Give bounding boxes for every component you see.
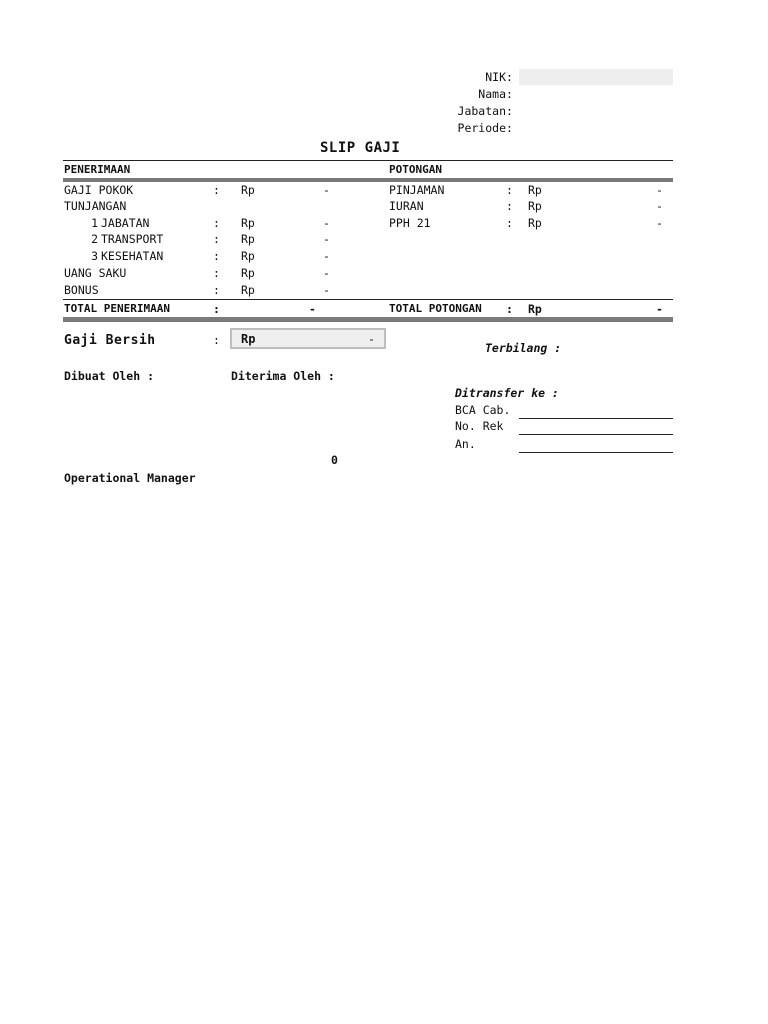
- currency: Rp: [528, 216, 542, 230]
- page-title: SLIP GAJI: [320, 140, 401, 156]
- an-field-line[interactable]: [519, 452, 673, 453]
- iuran-value: -: [656, 199, 663, 213]
- divider: [63, 160, 673, 161]
- diterima-oleh-label: Diterima Oleh :: [231, 369, 335, 383]
- colon: :: [506, 121, 513, 135]
- an-label: An.: [455, 437, 476, 451]
- jabatan-label: Jabatan: [457, 104, 506, 118]
- divider-thick: [63, 178, 673, 182]
- colon: :: [213, 232, 220, 246]
- zero-value: 0: [331, 453, 338, 467]
- colon: :: [213, 249, 220, 263]
- currency: Rp: [241, 332, 256, 346]
- periode-label: Periode: [457, 121, 506, 135]
- terbilang-label: Terbilang :: [485, 341, 562, 355]
- no-rek-field-line[interactable]: [519, 434, 673, 435]
- nik-field[interactable]: [519, 69, 673, 85]
- transport-allowance-label: TRANSPORT: [101, 232, 164, 246]
- currency: Rp: [528, 183, 542, 197]
- colon: :: [213, 283, 220, 297]
- bca-field-line[interactable]: [519, 418, 673, 419]
- gaji-pokok-label: GAJI POKOK: [64, 183, 134, 197]
- currency: Rp: [528, 199, 542, 213]
- gaji-pokok-value: -: [323, 183, 330, 197]
- total-potongan-value: -: [656, 302, 663, 316]
- gaji-bersih-box: [230, 328, 386, 349]
- currency: Rp: [241, 183, 255, 197]
- colon: :: [213, 333, 220, 347]
- kesehatan-allowance-value: -: [323, 249, 330, 263]
- currency: Rp: [241, 266, 255, 280]
- bca-label: BCA Cab.: [455, 403, 511, 417]
- pph21-label: PPH 21: [389, 216, 431, 230]
- colon: :: [506, 199, 513, 213]
- colon: :: [213, 216, 220, 230]
- pinjaman-value: -: [656, 183, 663, 197]
- total-penerimaan-label: TOTAL PENERIMAAN: [64, 302, 170, 315]
- pph21-value: -: [656, 216, 663, 230]
- colon: :: [506, 70, 513, 84]
- colon: :: [506, 87, 513, 101]
- colon: :: [506, 216, 513, 230]
- currency: Rp: [241, 216, 255, 230]
- nik-label: NIK: [485, 70, 506, 84]
- uang-saku-label: UANG SAKU: [64, 266, 127, 280]
- total-penerimaan-value: -: [309, 302, 316, 316]
- colon: :: [506, 104, 513, 118]
- tunjangan-label: TUNJANGAN: [64, 199, 127, 213]
- no-rek-label: No. Rek: [455, 419, 504, 433]
- total-potongan-label: TOTAL POTONGAN: [389, 302, 482, 315]
- colon: :: [506, 302, 513, 316]
- sub-item-no: 2: [91, 232, 98, 246]
- gaji-bersih-value: -: [368, 332, 375, 346]
- kesehatan-allowance-label: KESEHATAN: [101, 249, 164, 263]
- currency: Rp: [241, 249, 255, 263]
- transport-allowance-value: -: [323, 232, 330, 246]
- jabatan-allowance-label: JABATAN: [101, 216, 150, 230]
- colon: :: [213, 266, 220, 280]
- divider: [63, 299, 673, 300]
- currency: Rp: [528, 302, 542, 316]
- uang-saku-value: -: [323, 266, 330, 280]
- colon: :: [506, 183, 513, 197]
- iuran-label: IURAN: [389, 199, 424, 213]
- sub-item-no: 1: [91, 216, 98, 230]
- colon: :: [213, 302, 220, 316]
- bonus-value: -: [323, 283, 330, 297]
- potongan-heading: POTONGAN: [389, 163, 442, 176]
- dibuat-oleh-label: Dibuat Oleh :: [64, 369, 155, 383]
- pinjaman-label: PINJAMAN: [389, 183, 445, 197]
- ditransfer-heading: Ditransfer ke :: [455, 386, 559, 400]
- penerimaan-heading: PENERIMAAN: [64, 163, 131, 176]
- gaji-bersih-label: Gaji Bersih: [64, 333, 156, 348]
- colon: :: [213, 183, 220, 197]
- divider-thick: [63, 317, 673, 322]
- operational-manager-label: Operational Manager: [64, 471, 196, 485]
- nama-label: Nama: [478, 87, 506, 101]
- currency: Rp: [241, 283, 255, 297]
- bonus-label: BONUS: [64, 283, 99, 297]
- sub-item-no: 3: [91, 249, 98, 263]
- currency: Rp: [241, 232, 255, 246]
- jabatan-allowance-value: -: [323, 216, 330, 230]
